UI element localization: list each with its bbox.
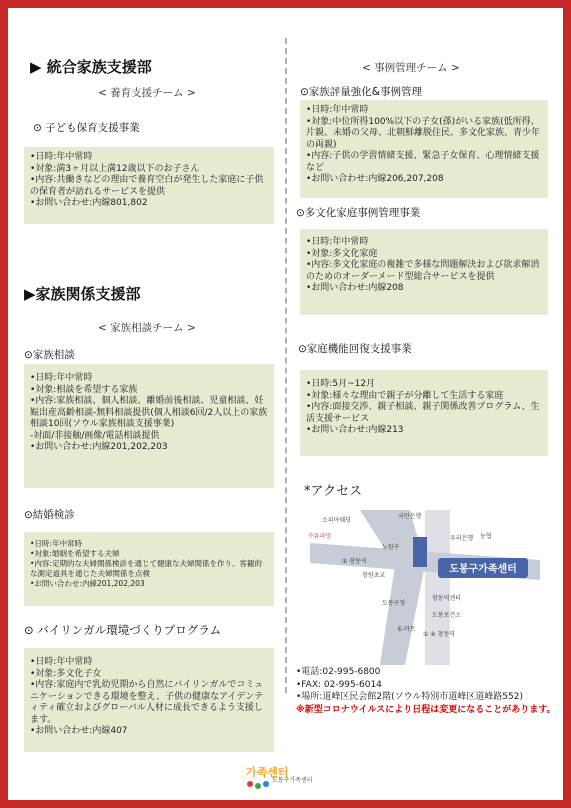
bilingual-line: •お問い合わせ:内線407 <box>30 726 128 736</box>
contact-tel: •電話:02-995-6800 <box>296 667 381 677</box>
premarital-line: •対象:婚姻を希望する夫婦 <box>30 549 120 558</box>
access-title: *アクセス <box>304 484 363 499</box>
childcare-line: •対象:満3ヶ月以上満12歳以下のお子さん <box>30 163 200 174</box>
section-title-integrated-support: ▶ 統合家族支援部 <box>30 58 152 76</box>
column-divider <box>285 38 287 693</box>
restore-line: •日時:5月~12月 <box>306 379 376 389</box>
bilingual-line: •日時:年中常時 <box>30 657 93 667</box>
logo-dot-icon <box>263 781 269 787</box>
bilingual-box <box>24 648 274 752</box>
premarital-line: •内容:定期的な夫婦関係検診を通じて健康な夫婦関係を作り、客観的な測定道具を通じた夫婦関係を点検 <box>30 559 262 578</box>
counsel-line: •対象:相談を希望する家族 <box>30 384 138 395</box>
counsel-title: ⊙家族相談 <box>24 349 75 361</box>
contact-block <box>296 666 564 716</box>
map-label-dobong-gu: 도봉구청 <box>382 600 406 607</box>
org-name: 도봉구가족센터 <box>272 777 313 784</box>
access-map <box>300 505 540 665</box>
multicultural-line: •対象:多文化家庭 <box>306 248 378 259</box>
section-title-family-relations: ▶家族関係支援部 <box>24 285 141 303</box>
childcare-title: ⊙ 子ども保育支援事業 <box>33 122 140 134</box>
premarital-box <box>24 532 274 606</box>
counsel-line: •内容:家族相談、個人相談、離婚前後相談、児童相談、妊娠出産高齢相談-無料相談提供(個人相談6回/2人以上の家族相談10回(ソウル家族相談支援事業) <box>30 396 268 429</box>
map-label-station-top: ① 창동역 <box>342 558 367 565</box>
bilingual-title: ⊙ バイリンガル環境づくりプログラム <box>24 623 222 637</box>
logo-mark-text: 가족센터 <box>246 766 289 779</box>
childcare-line: •内容:共働きなどの理由で養育空白が発生した家庭に子供の保育者が訪れるサービスを提供 <box>30 175 264 197</box>
logo-dot-icon <box>255 783 261 789</box>
map-label-station-bottom: ① ④ 창동역 <box>423 631 455 638</box>
counsel-line: •お問い合わせ:内線201,202,203 <box>30 442 168 452</box>
family-line: •対象:中位所得100%以下の子女(孫)がいる家族(低所得、片親、未婚の父母、北朝鮮離脱住民、多文化家族、青少年の両親) <box>306 116 541 150</box>
family-title: ⊙家族評量強化&事例管理 <box>300 86 422 98</box>
map-label-post: 우리은행 <box>450 535 474 542</box>
multicultural-line: •内容:多文化家庭の複雑で多様な問題解決および欲求解消のためのオーダーメード型総合サービスを提供 <box>306 260 540 282</box>
restore-box <box>300 370 548 456</box>
childcare-box <box>24 147 274 224</box>
multicultural-title: ⊙多文化家庭事例管理事業 <box>296 207 421 219</box>
map-label-bus: 수유파밍 <box>308 533 332 540</box>
map-label-sofia: 소피아웨딩 <box>322 517 351 524</box>
map-label-school: 창원초교 <box>362 572 386 579</box>
multicultural-line: •お問い合わせ:内線208 <box>306 283 404 293</box>
map-label-emart: E-마트 <box>398 626 416 633</box>
family-box <box>300 100 548 198</box>
center-label: 도봉구가족센터 <box>449 564 517 575</box>
restore-line: •お問い合わせ:内線213 <box>306 425 404 435</box>
restore-title: ⊙家庭機能回復支援事業 <box>298 343 412 355</box>
restore-line: •内容:面接交渉、親子相談、親子関係改善プログラム、生活支援サービス <box>306 402 540 424</box>
childcare-line: •お問い合わせ:内線801,802 <box>30 198 148 208</box>
map-label-office: 도봉보건소 <box>432 612 461 619</box>
multicultural-box <box>300 229 548 315</box>
premarital-line: •日時:年中常時 <box>30 539 82 548</box>
family-line: •お問い合わせ:内線206,207,208 <box>306 174 444 184</box>
contact-warning: ※新型コロナウイルスにより日程は変更になることがあります。 <box>296 704 556 715</box>
counsel-line: -対面/非接触/画像/電話相談提供 <box>30 430 160 441</box>
contact-fax: •FAX: 02-995-6014 <box>296 679 382 690</box>
restore-line: •対象:様々な理由で親子が分離して生活する家庭 <box>306 390 504 401</box>
map-label-street: 노원구 <box>382 544 400 551</box>
family-line: •日時:年中常時 <box>306 105 369 115</box>
team-label-case-management: < 事例管理チーム > <box>362 62 460 74</box>
map-label-bank: 국민은행 <box>398 513 422 520</box>
counsel-box <box>24 364 274 488</box>
team-label-parenting: < 養育支援チーム > <box>98 87 196 99</box>
childcare-line: •日時:年中常時 <box>30 152 93 162</box>
map-label-welfare: 창동역센터 <box>432 595 461 602</box>
center-building <box>413 537 427 567</box>
team-label-counseling: < 家族相談チーム > <box>98 322 196 334</box>
counsel-line: •日時:年中常時 <box>30 373 93 383</box>
multicultural-line: •日時:年中常時 <box>306 237 369 247</box>
premarital-title: ⊙結婚検診 <box>24 509 75 521</box>
bilingual-line: •内容:家庭内で乳幼児期から自然にバイリンガルでコミュニケーションできる環境を整え、子供の健康なアイデンティティ確立およびグローバル人材に成長できるよう支援します。 <box>30 680 264 725</box>
map-label-subway: 농협 <box>480 533 492 540</box>
contact-address: •場所:道峰区民会館2階(ソウル特別市道峰区道峰路552) <box>296 692 523 702</box>
family-line: •内容:子供の学習情緒支援、緊急子女保育、心理情緒支援など <box>306 151 540 173</box>
logo-dot-icon <box>247 781 253 787</box>
bilingual-line: •対象:多文化子女 <box>30 668 102 679</box>
premarital-line: •お問い合わせ:内線201,202,203 <box>30 579 145 588</box>
